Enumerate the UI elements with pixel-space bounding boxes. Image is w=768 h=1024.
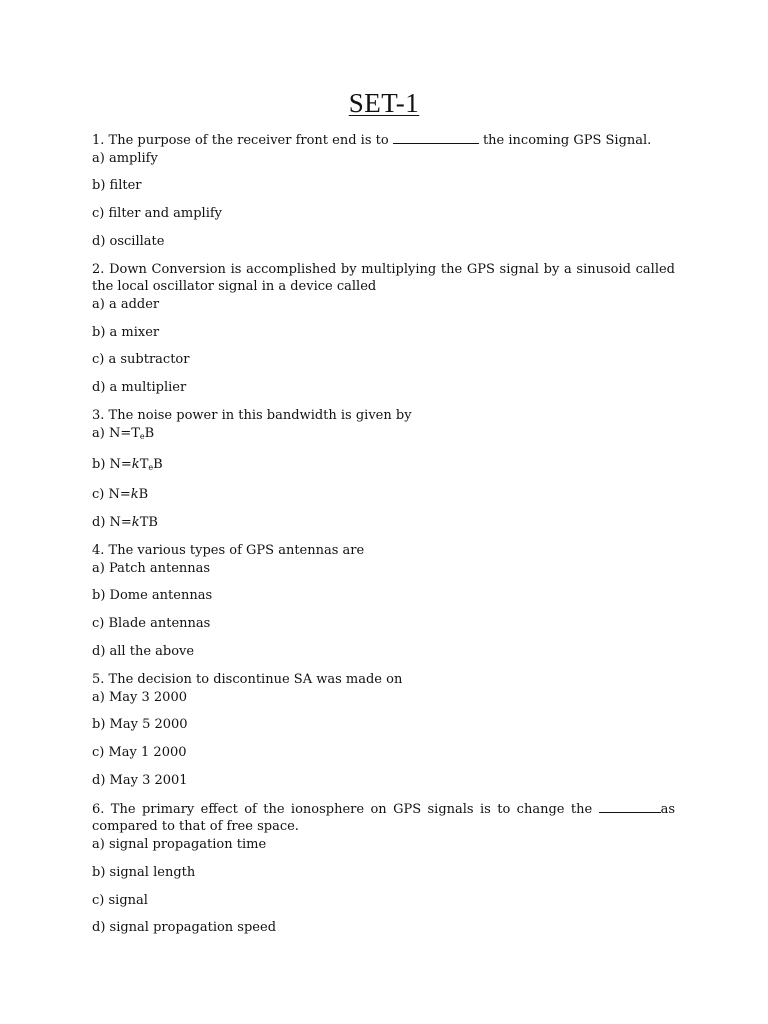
- option-c: c) filter and amplify: [92, 206, 223, 222]
- option-a: a) May 3 2000: [92, 689, 187, 705]
- option-d: d) all the above: [92, 644, 195, 660]
- option-c: c) N=kB: [92, 487, 149, 503]
- option-a: a) $N=T_eB$: [92, 425, 155, 441]
- question-stem: 1. The purpose of the receiver front end is to the incoming GPS Signal.: [92, 133, 652, 148]
- option-c: c) a subtractor: [92, 352, 190, 368]
- option-c: c) May 1 2000: [92, 745, 187, 761]
- option-b: b) a mixer: [92, 324, 160, 340]
- option-a: a) amplify: [92, 150, 158, 166]
- option-a: a) Patch antennas: [92, 560, 211, 576]
- question-stem: 2. Down Conversion is accomplished by multiplying the GPS signal by a sinusoid called the local oscillator signal in a device called: [92, 261, 675, 295]
- question-stem: 4. The various types of GPS antennas are: [92, 543, 365, 559]
- answer-blank: [599, 800, 661, 813]
- option-b: b) May 5 2000: [92, 717, 188, 733]
- option-d: d) signal propagation speed: [92, 920, 277, 936]
- option-a: a) a adder: [92, 296, 160, 312]
- option-a: a) signal propagation time: [92, 836, 267, 852]
- option-d: d) a multiplier: [92, 380, 187, 396]
- question-6: [92, 800, 675, 937]
- option-c: c) signal: [92, 892, 148, 908]
- option-d: d) N=kTB: [92, 515, 158, 531]
- question-2: [92, 261, 675, 397]
- question-stem: 5. The decision to discontinue SA was made on: [92, 672, 403, 688]
- question-4: [92, 542, 675, 660]
- option-b: b) filter: [92, 178, 142, 194]
- question-stem: 3. The noise power in this bandwidth is given by: [92, 408, 412, 424]
- question-stem: 6. The primary effect of the ionosphere on GPS signals is to change the as compared to that of free space.: [92, 801, 675, 835]
- question-3: [92, 407, 675, 531]
- option-d: d) May 3 2001: [92, 772, 188, 788]
- question-1: [92, 131, 675, 250]
- option-b: b) $N=kT_eB$: [92, 456, 163, 472]
- answer-blank: [393, 131, 479, 144]
- option-b: b) signal length: [92, 864, 196, 880]
- page-title: SET-1: [348, 88, 420, 118]
- option-b: b) Dome antennas: [92, 588, 213, 604]
- question-list: [92, 131, 675, 937]
- option-c: c) Blade antennas: [92, 616, 211, 632]
- option-d: d) oscillate: [92, 233, 165, 249]
- question-5: [92, 671, 675, 789]
